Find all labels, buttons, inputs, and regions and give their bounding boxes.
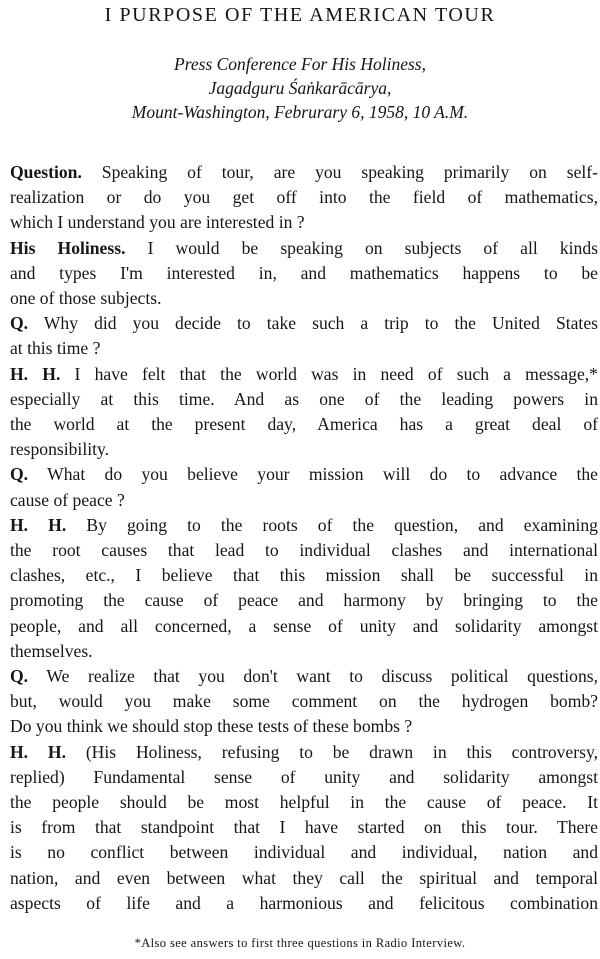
speaker-label: His Holiness. [10,237,126,258]
subtitle-line: Press Conference For His Holiness, [174,54,426,74]
transcript-line [10,765,598,790]
speaker-label: Question. [10,162,82,182]
transcript-line [10,488,598,513]
transcript-line [10,563,598,588]
line-text: which I understand you are interested in ? [10,212,305,233]
transcript-line [10,538,598,563]
transcript-line [10,462,598,487]
line-text: I would be speaking on subjects of all kinds [147,237,598,258]
transcript-line [10,815,598,840]
transcript-line [10,689,598,714]
line-text: is no conflict between individual and individual, nation and [10,842,598,863]
speaker-label: Q. [10,464,29,485]
line-text: people, and all concerned, a sense of unity and solidarity amongst [10,615,598,636]
line-text: nation, and even between what they call the spiritual and temporal [10,867,598,888]
line-text: is from that standpoint that I have started on this tour. There [10,817,598,838]
line-text: What do you believe your mission will do to advance the [47,464,598,485]
line-text: realization or do you get off into the field of mathematics, [10,187,598,208]
speaker-label: Q. [10,313,29,334]
transcript-line [10,311,598,336]
interview-transcript [10,160,598,916]
line-text: one of those subjects. [10,288,162,309]
line-text: responsibility. [10,439,110,460]
line-text: especially at this time. And as one of the leading powers in [10,388,598,409]
speaker-label: Q. [10,666,29,687]
transcript-line [10,160,598,185]
line-text: aspects of life and a harmonious and felicitous combination [10,892,598,913]
transcript-line [10,412,598,437]
speaker-label: H. H. [10,741,66,762]
line-text: Do you think we should stop these tests of these bombs ? [10,716,413,737]
transcript-line [10,185,598,210]
transcript-line [10,210,598,235]
line-text: We realize that you don't want to discuss political questions, [46,666,598,687]
line-text: Why did you decide to take such a trip to the United States [43,313,598,334]
line-text: but, would you make some comment on the hydrogen bomb? [10,691,598,712]
transcript-line [10,840,598,865]
line-text: themselves. [10,640,93,661]
transcript-line [10,588,598,613]
line-text: and types I'm interested in, and mathematics happens to be [10,262,598,283]
line-text: the world at the present day, America has a great deal of [10,414,598,435]
transcript-line [10,362,598,387]
transcript-line [10,714,598,739]
transcript-line [10,336,598,361]
line-text: cause of peace ? [10,489,125,510]
line-text: replied) Fundamental sense of unity and solidarity amongst [10,766,598,787]
subtitle-line: Jagadguru Śaṅkarācārya, [208,78,392,98]
transcript-line [10,437,598,462]
speaker-label: H. H. [10,514,67,535]
line-text: I have felt that the world was in need of such a message,* [74,363,598,384]
line-text: the root causes that lead to individual clashes and international [10,540,598,561]
transcript-line [10,236,598,261]
transcript-line [10,513,598,538]
line-text: the people should be most helpful in the cause of peace. It [10,792,598,813]
transcript-line [10,891,598,916]
transcript-line [10,740,598,765]
line-text: clashes, etc., I believe that this mission shall be successful in [10,565,598,586]
line-text: Speaking of tour, are you speaking primarily on self- [101,162,598,182]
transcript-line [10,790,598,815]
transcript-line [10,387,598,412]
footnote: *Also see answers to first three questions in Radio Interview. [134,936,466,950]
transcript-line [10,866,598,891]
transcript-line [10,614,598,639]
chapter-title: I PURPOSE OF THE AMERICAN TOUR [104,4,496,26]
line-text: (His Holiness, refusing to be drawn in this controversy, [85,741,598,762]
subtitle-line: Mount-Washington, Februrary 6, 1958, 10 A.M. [131,102,469,122]
press-conference-subtitle [0,52,600,124]
line-text: promoting the cause of peace and harmony by bringing to the [10,590,598,611]
speaker-label: H. H. [10,363,61,384]
transcript-line [10,261,598,286]
transcript-line [10,639,598,664]
transcript-line [10,664,598,689]
line-text: at this time ? [10,338,101,359]
line-text: By going to the roots of the question, and examining [86,514,598,535]
transcript-line [10,286,598,311]
